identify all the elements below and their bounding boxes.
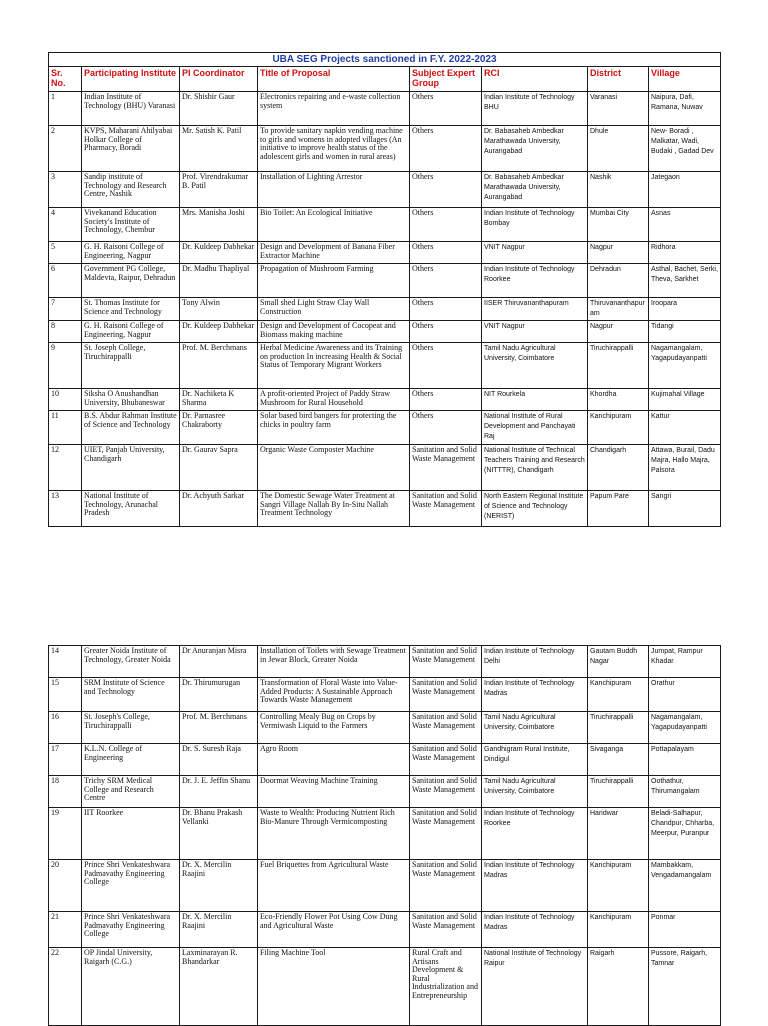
cell-pi-coordinator: Dr. Kuldeep Dabhekar xyxy=(180,321,258,343)
cell-pi-coordinator: Dr. Thirumurugan xyxy=(180,678,258,712)
cell-district: Kanchipuram xyxy=(588,912,649,948)
cell-district: Mumbai City xyxy=(588,208,649,242)
cell-subject-expert-group: Others xyxy=(410,298,482,321)
cell-district: Khordha xyxy=(588,389,649,411)
cell-pi-coordinator: Dr. Kuldeep Dabhekar xyxy=(180,242,258,264)
cell-district: Gautam Buddh Nagar xyxy=(588,646,649,678)
cell-pi-coordinator: Dr. Bhanu Prakash Vellanki xyxy=(180,808,258,860)
cell-institute: Vivekanand Education Society's Institute of Technology, Chembur xyxy=(82,208,180,242)
cell-pi-coordinator: Dr. J. E. Jeffin Shanu xyxy=(180,776,258,808)
cell-village: Pussore, Raigarh, Tamnar xyxy=(649,948,721,1026)
title-row xyxy=(49,53,721,67)
cell-village: Nagamangalam, Yagapudayanpatti xyxy=(649,712,721,744)
cell-institute: G. H. Raisoni College of Engineering, Nagpur xyxy=(82,321,180,343)
cell-village: Beladi-Salhapur, Chandpur, Chharba, Meerpur, Puranpur xyxy=(649,808,721,860)
cell-title: Electronics repairing and e-waste collection system xyxy=(258,92,410,126)
header-district: District xyxy=(588,67,649,92)
projects-table-page-1 xyxy=(48,52,721,527)
cell-sr-no: 7 xyxy=(49,298,82,321)
cell-sr-no: 2 xyxy=(49,126,82,172)
cell-title: Doormat Weaving Machine Training xyxy=(258,776,410,808)
cell-subject-expert-group: Others xyxy=(410,208,482,242)
cell-sr-no: 6 xyxy=(49,264,82,298)
cell-subject-expert-group: Others xyxy=(410,172,482,208)
cell-title: Solar based bird bangers for protecting the chicks in poultry farm xyxy=(258,411,410,445)
header-village: Village xyxy=(649,67,721,92)
table-row xyxy=(49,208,721,242)
table-title: UBA SEG Projects sanctioned in F.Y. 2022-2023 xyxy=(49,53,721,67)
cell-subject-expert-group: Others xyxy=(410,411,482,445)
cell-pi-coordinator: Prof. Virendrakumar B. Patil xyxy=(180,172,258,208)
cell-title: Fuel Briquettes from Agricultural Waste xyxy=(258,860,410,912)
cell-rci: Dr. Babasaheb Ambedkar Marathawada University, Aurangabad xyxy=(482,126,588,172)
table-row xyxy=(49,860,721,912)
cell-village: Oothathur, Thirumangalam xyxy=(649,776,721,808)
cell-subject-expert-group: Sanitation and Solid Waste Management xyxy=(410,678,482,712)
table-row xyxy=(49,678,721,712)
cell-rci: Tamil Nadu Agricultural University, Coimbatore xyxy=(482,712,588,744)
cell-rci: Indian Institute of Technology Roorkee xyxy=(482,264,588,298)
cell-rci: Indian Institute of Technology Madras xyxy=(482,912,588,948)
cell-pi-coordinator: Dr Anuranjan Misra xyxy=(180,646,258,678)
cell-rci: Indian Institute of Technology Madras xyxy=(482,860,588,912)
table-row xyxy=(49,264,721,298)
cell-subject-expert-group: Rural Craft and Artisans Development & Rural Industrialization and Entrepreneurship xyxy=(410,948,482,1026)
cell-rci: VNIT Nagpur xyxy=(482,321,588,343)
cell-rci: Indian Institute of Technology Delhi xyxy=(482,646,588,678)
table-row xyxy=(49,808,721,860)
cell-title: Eco-Friendly Flower Pot Using Cow Dung and Agricultural Waste xyxy=(258,912,410,948)
table-continuation-lines xyxy=(48,1019,721,1024)
cell-subject-expert-group: Sanitation and Solid Waste Management xyxy=(410,445,482,491)
cell-institute: KVPS, Maharani Ahilyabai Holkar College of Pharmacy, Boradi xyxy=(82,126,180,172)
table-row xyxy=(49,298,721,321)
cell-district: Nashik xyxy=(588,172,649,208)
cell-rci: Indian Institute of Technology Roorkee xyxy=(482,808,588,860)
cell-institute: SRM Institute of Science and Technology xyxy=(82,678,180,712)
cell-institute: Sandip institute of Technology and Research Centre, Nashik xyxy=(82,172,180,208)
table-row xyxy=(49,491,721,527)
cell-sr-no: 10 xyxy=(49,389,82,411)
table-row xyxy=(49,411,721,445)
cell-institute: Trichy SRM Medical College and Research Centre xyxy=(82,776,180,808)
cell-district: Kanchipuram xyxy=(588,860,649,912)
cell-title: A profit-oriented Project of Paddy Straw Mushroom for Rural Household xyxy=(258,389,410,411)
cell-title: To provide sanitary napkin vending machine to girls and womens in adopted villages (An initiative to improve health status of the adolescent girls and women in rural areas) xyxy=(258,126,410,172)
cell-village: Ponmar xyxy=(649,912,721,948)
table-row xyxy=(49,126,721,172)
cell-rci: Dr. Babasaheb Ambedkar Marathawada University, Aurangabad xyxy=(482,172,588,208)
cell-title: Agro Room xyxy=(258,744,410,776)
cell-pi-coordinator: Dr. Madhu Thapliyal xyxy=(180,264,258,298)
cell-subject-expert-group: Sanitation and Solid Waste Management xyxy=(410,646,482,678)
cell-sr-no: 16 xyxy=(49,712,82,744)
header-sr-no: Sr. No. xyxy=(49,67,82,92)
cell-subject-expert-group: Others xyxy=(410,92,482,126)
table-row xyxy=(49,92,721,126)
cell-institute: St. Joseph College, Tiruchirappalli xyxy=(82,343,180,389)
table-row xyxy=(49,172,721,208)
cell-rci: National Institute of Rural Development and Panchayati Raj xyxy=(482,411,588,445)
cell-subject-expert-group: Sanitation and Solid Waste Management xyxy=(410,712,482,744)
cell-title: Waste to Wealth: Producing Nutrient Rich Bio-Manure Through Vermicomposting xyxy=(258,808,410,860)
header-title-of-proposal: Title of Proposal xyxy=(258,67,410,92)
cell-subject-expert-group: Others xyxy=(410,242,482,264)
cell-subject-expert-group: Others xyxy=(410,343,482,389)
cell-village: Pottapalayam xyxy=(649,744,721,776)
cell-sr-no: 12 xyxy=(49,445,82,491)
projects-table-page-2 xyxy=(48,645,721,1026)
cell-village: Iroopara xyxy=(649,298,721,321)
cell-district: Dhule xyxy=(588,126,649,172)
cell-rci: National Institute of Technology Raipur xyxy=(482,948,588,1026)
cell-village: Mambakkam, Vengadamangalam xyxy=(649,860,721,912)
cell-sr-no: 22 xyxy=(49,948,82,1026)
cell-institute: UIET, Panjab University, Chandigarh xyxy=(82,445,180,491)
cell-village: Orathur xyxy=(649,678,721,712)
header-subject-expert-group: Subject Expert Group xyxy=(410,67,482,92)
cell-village: Jumpat, Rampur Khadar xyxy=(649,646,721,678)
cell-village: Jategaon xyxy=(649,172,721,208)
cell-district: Papum Pare xyxy=(588,491,649,527)
cell-pi-coordinator: Mr. Satish K. Patil xyxy=(180,126,258,172)
cell-institute: St. Thomas Institute for Science and Technology xyxy=(82,298,180,321)
cell-title: Installation of Lighting Arrestor xyxy=(258,172,410,208)
cell-rci: Tamil Nadu Agricultural University, Coimbatore xyxy=(482,776,588,808)
cell-title: Design and Development of Cocopeat and Biomass making machine xyxy=(258,321,410,343)
cell-institute: Government PG College, Maldevta, Raipur, Dehradun xyxy=(82,264,180,298)
cell-district: Nagpur xyxy=(588,242,649,264)
table-row xyxy=(49,776,721,808)
cell-title: Design and Development of Banana Fiber Extractor Machine xyxy=(258,242,410,264)
cell-title: Organic Waste Composter Machine xyxy=(258,445,410,491)
cell-district: Tiruchirappalli xyxy=(588,776,649,808)
cell-subject-expert-group: Others xyxy=(410,389,482,411)
cell-district: Kanchipuram xyxy=(588,678,649,712)
cell-sr-no: 8 xyxy=(49,321,82,343)
table-row xyxy=(49,242,721,264)
cell-district: Raigarh xyxy=(588,948,649,1026)
cell-district: Dehradun xyxy=(588,264,649,298)
cell-title: Filing Machine Tool xyxy=(258,948,410,1026)
cell-subject-expert-group: Sanitation and Solid Waste Management xyxy=(410,912,482,948)
cell-village: Nagamangalam, Yagapudayanpatti xyxy=(649,343,721,389)
cell-village: Asthal, Bachet, Serki, Theva, Sarkhet xyxy=(649,264,721,298)
cell-sr-no: 4 xyxy=(49,208,82,242)
cell-district: Chandigarh xyxy=(588,445,649,491)
cell-sr-no: 3 xyxy=(49,172,82,208)
header-pi-coordinator: PI Coordinator xyxy=(180,67,258,92)
cell-district: Kanchipuram xyxy=(588,411,649,445)
table-row xyxy=(49,912,721,948)
header-rci: RCI xyxy=(482,67,588,92)
cell-rci: NIT Rourkela xyxy=(482,389,588,411)
table-row xyxy=(49,445,721,491)
cell-village: Asnas xyxy=(649,208,721,242)
cell-pi-coordinator: Prof. M. Berchmans xyxy=(180,712,258,744)
cell-sr-no: 9 xyxy=(49,343,82,389)
cell-pi-coordinator: Prof. M. Berchmans xyxy=(180,343,258,389)
table-row xyxy=(49,948,721,1026)
cell-sr-no: 1 xyxy=(49,92,82,126)
cell-institute: National Institute of Technology, Arunachal Pradesh xyxy=(82,491,180,527)
cell-institute: Greater Noida Institute of Technology, Greater Noida xyxy=(82,646,180,678)
cell-sr-no: 19 xyxy=(49,808,82,860)
cell-title: Installation of Toilets with Sewage Treatment in Jewar Block, Greater Noida xyxy=(258,646,410,678)
table-row xyxy=(49,712,721,744)
cell-institute: K.L.N. College of Engineering xyxy=(82,744,180,776)
cell-pi-coordinator: Tony Alwin xyxy=(180,298,258,321)
cell-sr-no: 11 xyxy=(49,411,82,445)
cell-institute: Prince Shri Venkateshwara Padmavathy Engineering College xyxy=(82,912,180,948)
cell-institute: Siksha O Anushandhan University, Bhubaneswar xyxy=(82,389,180,411)
cell-village: Attawa, Burail, Dadu Majra, Hallo Majra, Palsora xyxy=(649,445,721,491)
cell-institute: St. Joseph's College, Tiruchirappalli xyxy=(82,712,180,744)
cell-pi-coordinator: Dr. Nachiketa K Sharma xyxy=(180,389,258,411)
cell-rci: Indian Institute of Technology Bombay xyxy=(482,208,588,242)
header-row xyxy=(49,67,721,92)
cell-rci: Indian Institute of Technology BHU xyxy=(482,92,588,126)
cell-village: Sangri xyxy=(649,491,721,527)
cell-institute: G. H. Raisoni College of Engineering, Nagpur xyxy=(82,242,180,264)
table-row xyxy=(49,389,721,411)
cell-pi-coordinator: Dr. X. Mercilin Raajini xyxy=(180,860,258,912)
cell-title: The Domestic Sewage Water Treatment at Sangri Village Nallah By In-Situ Nallah Treatment Technology xyxy=(258,491,410,527)
cell-district: Haridwar xyxy=(588,808,649,860)
cell-village: Tidangi xyxy=(649,321,721,343)
cell-subject-expert-group: Others xyxy=(410,264,482,298)
cell-rci: Indian Institute of Technology Madras xyxy=(482,678,588,712)
cell-subject-expert-group: Sanitation and Solid Waste Management xyxy=(410,744,482,776)
cell-subject-expert-group: Sanitation and Solid Waste Management xyxy=(410,808,482,860)
cell-sr-no: 15 xyxy=(49,678,82,712)
cell-institute: B.S. Abdur Rahman Institute of Science and Technology xyxy=(82,411,180,445)
cell-pi-coordinator: Dr. Achyuth Sarkar xyxy=(180,491,258,527)
cell-pi-coordinator: Dr. Shishir Gaur xyxy=(180,92,258,126)
table-row xyxy=(49,646,721,678)
cell-title: Propagation of Mushroom Farming xyxy=(258,264,410,298)
cell-village: Naipura, Dafi, Ramana, Nuwav xyxy=(649,92,721,126)
cell-sr-no: 20 xyxy=(49,860,82,912)
cell-rci: Gandhigram Rural Institute, Dindigul xyxy=(482,744,588,776)
cell-subject-expert-group: Sanitation and Solid Waste Management xyxy=(410,491,482,527)
cell-subject-expert-group: Others xyxy=(410,126,482,172)
cell-pi-coordinator: Mrs. Manisha Joshi xyxy=(180,208,258,242)
cell-sr-no: 21 xyxy=(49,912,82,948)
cell-title: Herbal Medicine Awareness and its Training on production In increasing Health & Social Status of Temporary Migrant Workers xyxy=(258,343,410,389)
table-row xyxy=(49,321,721,343)
cell-title: Transformation of Floral Waste into Value-Added Products: A Sustainable Approach Towards Waste Management xyxy=(258,678,410,712)
cell-pi-coordinator: Dr. X. Mercilin Raajini xyxy=(180,912,258,948)
cell-district: Tiruchirappalli xyxy=(588,712,649,744)
cell-institute: OP Jindal University, Raigarh (C.G.) xyxy=(82,948,180,1026)
cell-sr-no: 18 xyxy=(49,776,82,808)
cell-pi-coordinator: Dr. Gaurav Sapra xyxy=(180,445,258,491)
cell-village: New- Boradi , Malkatar, Wadi, Budaki , Gadad Dev xyxy=(649,126,721,172)
table-row xyxy=(49,343,721,389)
cell-village: Ridhora xyxy=(649,242,721,264)
cell-district: Sivaganga xyxy=(588,744,649,776)
cell-subject-expert-group: Sanitation and Solid Waste Management xyxy=(410,776,482,808)
cell-sr-no: 14 xyxy=(49,646,82,678)
cell-pi-coordinator: Laxminarayan R. Bhandarkar xyxy=(180,948,258,1026)
cell-sr-no: 13 xyxy=(49,491,82,527)
cell-title: Controlling Mealy Bug on Crops by Vermiwash Liquid to the Farmers xyxy=(258,712,410,744)
cell-institute: Prince Shri Venkateshwara Padmavathy Engineering College xyxy=(82,860,180,912)
cell-title: Bio Toilet: An Ecological Initiative xyxy=(258,208,410,242)
cell-subject-expert-group: Others xyxy=(410,321,482,343)
cell-title: Small shed Light Straw Clay Wall Construction xyxy=(258,298,410,321)
cell-pi-coordinator: Dr. S. Suresh Raja xyxy=(180,744,258,776)
table-row xyxy=(49,744,721,776)
cell-rci: Tamil Nadu Agricultural University, Coimbatore xyxy=(482,343,588,389)
cell-institute: IIT Roorkee xyxy=(82,808,180,860)
cell-rci: VNIT Nagpur xyxy=(482,242,588,264)
cell-pi-coordinator: Dr. Parnasree Chakraborty xyxy=(180,411,258,445)
cell-sr-no: 17 xyxy=(49,744,82,776)
cell-institute: Indian Institute of Technology (BHU) Varanasi xyxy=(82,92,180,126)
cell-district: Nagpur xyxy=(588,321,649,343)
cell-district: Varanasi xyxy=(588,92,649,126)
cell-subject-expert-group: Sanitation and Solid Waste Management xyxy=(410,860,482,912)
cell-village: Kujimahal Village xyxy=(649,389,721,411)
cell-district: Thiruvananthapuram xyxy=(588,298,649,321)
cell-rci: North Eastern Regional Institute of Science and Technology (NERIST) xyxy=(482,491,588,527)
cell-district: Tiruchirappalli xyxy=(588,343,649,389)
cell-rci: National Institute of Technical Teachers Training and Research (NITTTR), Chandigarh xyxy=(482,445,588,491)
header-participating-institute: Participating Institute xyxy=(82,67,180,92)
cell-village: Kattur xyxy=(649,411,721,445)
cell-sr-no: 5 xyxy=(49,242,82,264)
cell-rci: IISER Thiruvananthapuram xyxy=(482,298,588,321)
